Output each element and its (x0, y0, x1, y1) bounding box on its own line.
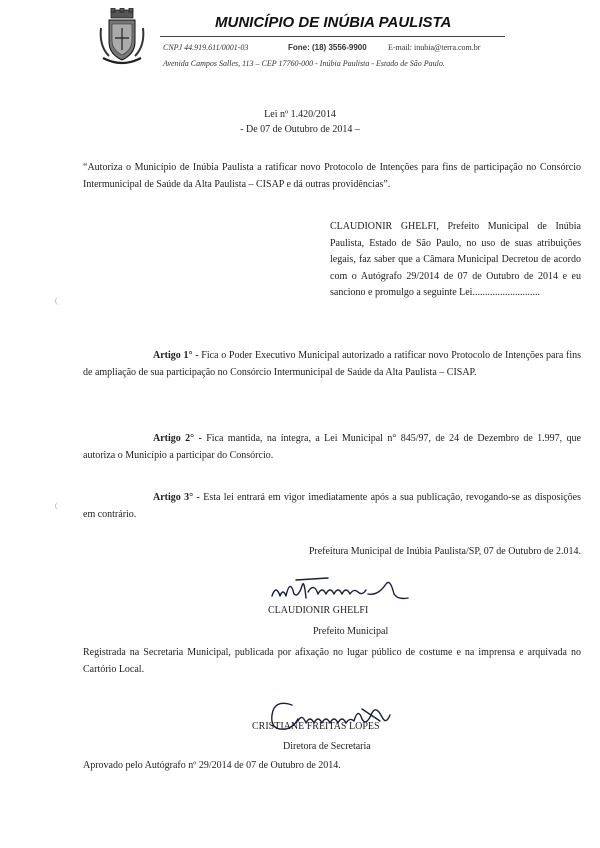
header-email: E-mail: inubia@terra.com.br (388, 43, 481, 52)
secretary-name: CRISTIANE FREITAS LOPES (252, 721, 380, 732)
article-2 (83, 431, 581, 464)
approval-text: Aprovado pelo Autógrafo nº 29/2014 de 07 de Outubro de 2014. (83, 760, 341, 771)
punch-hole-mark (55, 502, 64, 510)
article-1-label: Artigo 1° - (153, 350, 199, 361)
secretary-signature (262, 695, 397, 739)
mayor-signature (268, 574, 428, 606)
law-date: - De 07 de Outubro de 2014 – (240, 124, 360, 135)
mayor-name: CLAUDIONIR GHELFI (268, 605, 369, 616)
article-1 (83, 348, 581, 381)
municipality-title: MUNICÍPIO DE INÚBIA PAULISTA (215, 14, 452, 31)
header-cnpj: CNPJ 44.919.611/0001-03 (163, 43, 249, 52)
article-2-label: Artigo 2° - (153, 433, 202, 444)
article-3 (83, 490, 581, 523)
header-address: Avenida Campos Salles, 113 – CEP 17760-000 - Inúbia Paulista - Estado de São Paulo. (163, 59, 445, 68)
municipal-crest-logo (97, 8, 147, 66)
mayor-role: Prefeito Municipal (313, 626, 389, 637)
header-phone: Fone: (18) 3556-9900 (288, 43, 367, 52)
registration-text: Registrada na Secretaria Municipal, publicada por afixação no lugar público de costume e na imprensa e arquivada no Cartório Local. (83, 647, 581, 675)
article-2-text: Fica mantida, na íntegra, a Lei Municipal n° 845/97, de 24 de Dezembro de 1.997, que autoriza o Município a participar do Consórcio. (83, 433, 581, 461)
law-number: Lei nº 1.420/2014 (264, 109, 336, 120)
punch-hole-mark (55, 297, 64, 305)
law-ementa: “Autoriza o Município de Inúbia Paulista a ratificar novo Protocolo de Intenções para fins de participação no Consórcio Intermunicipal de Saúde da Alta Paulista – CISAP e dá outras providências”. (83, 162, 581, 190)
place-date: Prefeitura Municipal de Inúbia Paulista/SP, 07 de Outubro de 2.014. (308, 546, 581, 557)
title-underline (160, 36, 505, 37)
article-3-text: Esta lei entrará em vigor imediatamente após a sua publicação, revogando-se as disposições em contrário. (83, 492, 581, 520)
law-preamble: CLAUDIONIR GHELFI, Prefeito Municipal de Inúbia Paulista, Estado de São Paulo, no uso de suas atribuições legais, faz saber que a Câmara Municipal Decretou de acordo com o Autógrafo 29/2014 de 07 de Outubro de 2014 e eu sanciono e promulgo a seguinte Lei........................... (330, 221, 581, 298)
secretary-role: Diretora de Secretaria (283, 741, 371, 752)
article-1-text: Fica o Poder Executivo Municipal autorizado a ratificar novo Protocolo de Intenções para fins de ampliação de sua participação no Consórcio Intermunicipal de Saúde da Alta Paulista – CISAP. (83, 350, 581, 378)
article-3-label: Artigo 3° - (153, 492, 200, 503)
